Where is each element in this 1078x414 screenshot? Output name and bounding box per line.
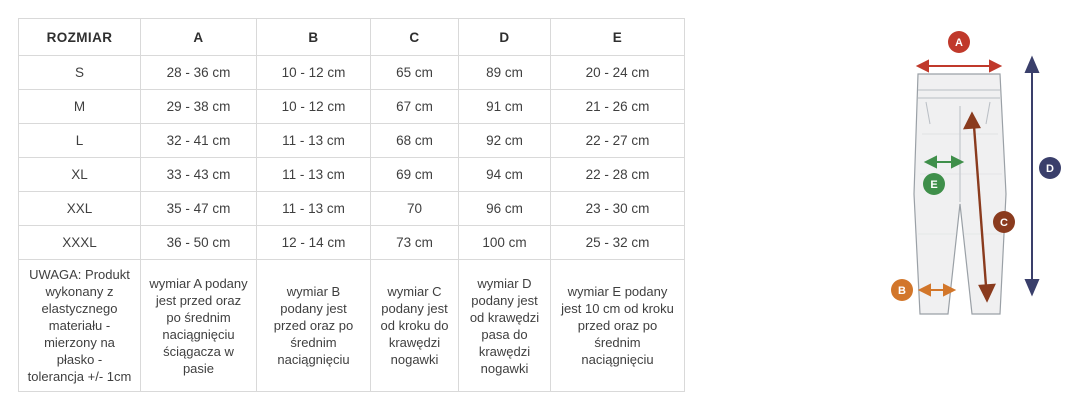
note-e: wymiar E podany jest 10 cm od kroku przed oraz po średnim naciągnięciu [551, 260, 685, 392]
cell-size: M [19, 90, 141, 124]
size-table [18, 18, 685, 392]
table-row [19, 56, 685, 90]
table-row [19, 124, 685, 158]
cell-a: 32 - 41 cm [141, 124, 257, 158]
cell-b: 12 - 14 cm [257, 226, 371, 260]
column-header-c: C [371, 19, 459, 56]
note-b: wymiar B podany jest przed oraz po średnim naciągnięciu [257, 260, 371, 392]
cell-c: 69 cm [371, 158, 459, 192]
measure-arrow-a [918, 61, 1000, 71]
cell-d: 96 cm [459, 192, 551, 226]
column-header-e: E [551, 19, 685, 56]
pants-measurement-illustration [860, 14, 1070, 404]
cell-b: 10 - 12 cm [257, 56, 371, 90]
table-row [19, 226, 685, 260]
marker-c-label: C [1000, 217, 1008, 229]
cell-c: 70 [371, 192, 459, 226]
cell-c: 73 cm [371, 226, 459, 260]
cell-a: 28 - 36 cm [141, 56, 257, 90]
cell-size: XL [19, 158, 141, 192]
cell-size: S [19, 56, 141, 90]
measure-arrow-d [1026, 58, 1038, 294]
cell-e: 22 - 28 cm [551, 158, 685, 192]
note-d: wymiar D podany jest od krawędzi pasa do krawędzi nogawki [459, 260, 551, 392]
note-c: wymiar C podany jest od kroku do krawędzi nogawki [371, 260, 459, 392]
cell-b: 11 - 13 cm [257, 158, 371, 192]
marker-e-label: E [930, 179, 938, 191]
size-table-container [18, 18, 684, 392]
marker-d-label: D [1046, 163, 1054, 175]
cell-e: 25 - 32 cm [551, 226, 685, 260]
table-row [19, 90, 685, 124]
cell-b: 10 - 12 cm [257, 90, 371, 124]
cell-e: 20 - 24 cm [551, 56, 685, 90]
cell-d: 92 cm [459, 124, 551, 158]
table-row [19, 158, 685, 192]
marker-a-label: A [955, 37, 963, 49]
cell-e: 22 - 27 cm [551, 124, 685, 158]
cell-c: 68 cm [371, 124, 459, 158]
column-header-b: B [257, 19, 371, 56]
cell-d: 94 cm [459, 158, 551, 192]
cell-a: 36 - 50 cm [141, 226, 257, 260]
cell-size: L [19, 124, 141, 158]
cell-e: 21 - 26 cm [551, 90, 685, 124]
table-notes-row [19, 260, 685, 392]
cell-c: 67 cm [371, 90, 459, 124]
cell-c: 65 cm [371, 56, 459, 90]
table-row [19, 192, 685, 226]
column-header-d: D [459, 19, 551, 56]
cell-a: 29 - 38 cm [141, 90, 257, 124]
column-header-a: A [141, 19, 257, 56]
cell-d: 91 cm [459, 90, 551, 124]
table-body [19, 56, 685, 392]
cell-d: 100 cm [459, 226, 551, 260]
note-a: wymiar A podany jest przed oraz po średnim naciągnięciu ściągacza w pasie [141, 260, 257, 392]
marker-b-label: B [898, 285, 906, 297]
cell-size: XXXL [19, 226, 141, 260]
table-header-row [19, 19, 685, 56]
cell-size: XXL [19, 192, 141, 226]
cell-b: 11 - 13 cm [257, 192, 371, 226]
cell-d: 89 cm [459, 56, 551, 90]
cell-a: 35 - 47 cm [141, 192, 257, 226]
note-general: UWAGA: Produkt wykonany z elastycznego materiału - mierzony na płasko - tolerancja +/- 1cm [19, 260, 141, 392]
cell-e: 23 - 30 cm [551, 192, 685, 226]
cell-a: 33 - 43 cm [141, 158, 257, 192]
cell-b: 11 - 13 cm [257, 124, 371, 158]
column-header-rozmiar: ROZMIAR [19, 19, 141, 56]
table-header [19, 19, 685, 56]
